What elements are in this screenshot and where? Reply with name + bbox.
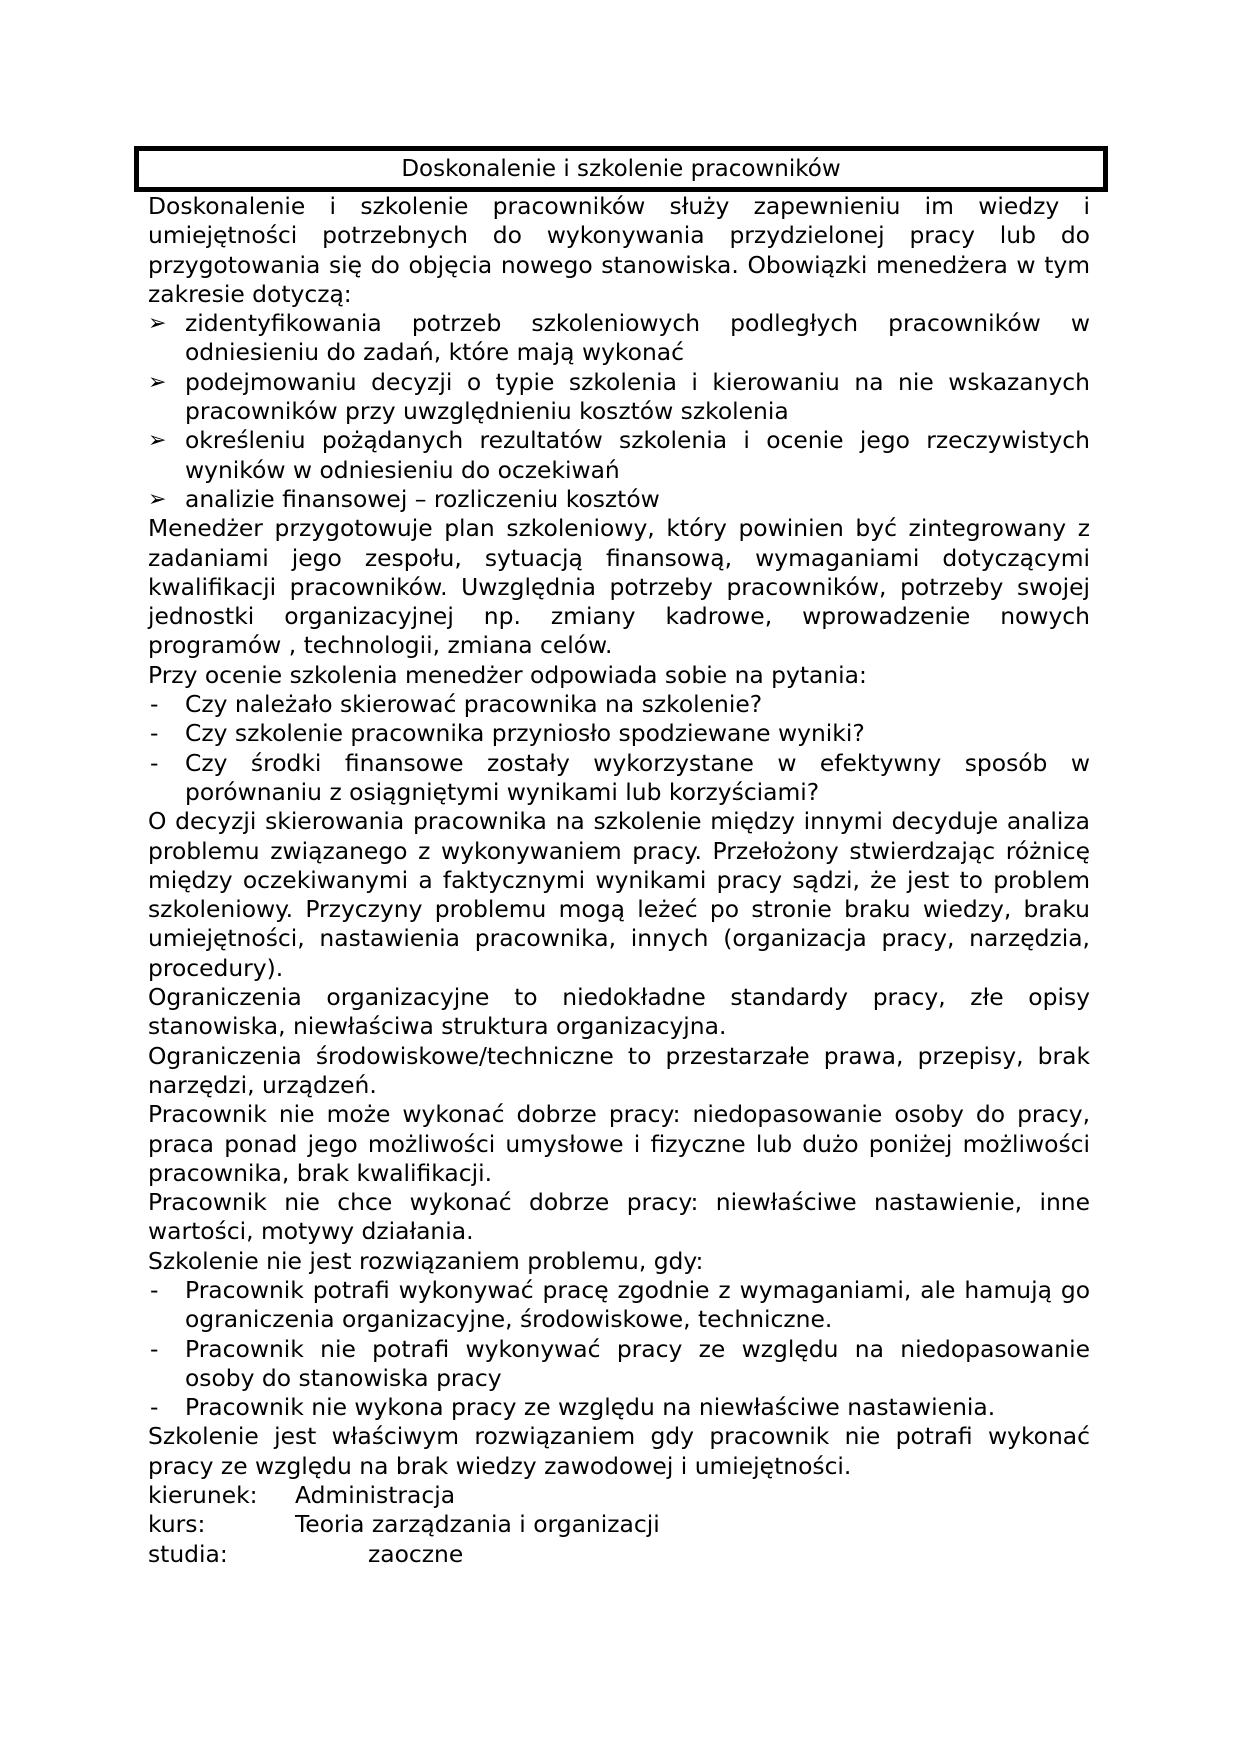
plan-paragraph: Menedżer przygotowuje plan szkoleniowy, który powinien być zintegrowany z zadaniami jego zespołu, sytuacją finansową, wymaganiami dotyczącymi kwalifikacji pracowników. Uwzględnia potrzeby pracowników, potrzeby swojej jednostki organizacyjnej np. zmiany kadrowe, wprowadzenie nowych programów , technologii, zmiana celów. xyxy=(148,514,1090,660)
list-item-text: Czy szkolenie pracownika przyniosło spodziewane wyniki? xyxy=(185,719,865,748)
list-item-text: analizie finansowej – rozliczeniu kosztów xyxy=(185,484,660,513)
list-item-text: Pracownik nie potrafi wykonywać pracy ze względu na niedopasowanie osoby do stanowiska pracy xyxy=(185,1334,1090,1392)
document-title: Doskonalenie i szkolenie pracowników xyxy=(134,146,1108,192)
list-item-text: Pracownik potrafi wykonywać pracę zgodnie z wymaganiami, ale hamują go ograniczenia organizacyjne, środowiskowe, techniczne. xyxy=(185,1275,1090,1334)
dash-bullet: - xyxy=(150,1393,159,1422)
list-item-text: Czy środki finansowe zostały wykorzystane w efektywny sposób w porównaniu z osiągniętymi wynikami lub korzyściami? xyxy=(185,748,1090,806)
list-item xyxy=(148,309,1090,368)
evaluation-intro: Przy ocenie szkolenia menedżer odpowiada sobie na pytania: xyxy=(148,660,867,689)
document-page xyxy=(148,146,1090,1569)
list-item xyxy=(148,690,1090,719)
list-item xyxy=(148,1276,1090,1335)
document-body xyxy=(148,192,1090,1569)
list-item xyxy=(148,426,1090,485)
list-item xyxy=(148,749,1090,808)
duties-list xyxy=(148,309,1090,514)
arrow-bullet-icon: ➢ xyxy=(148,486,167,512)
list-item-text: określeniu pożądanych rezultatów szkolenia i ocenie jego rzeczywistych wyników w odniesieniu do oczekiwań xyxy=(185,426,1090,484)
dash-bullet: - xyxy=(150,690,159,719)
dash-bullet: - xyxy=(150,1275,159,1304)
list-item xyxy=(148,1393,1090,1422)
not-solution-intro: Szkolenie nie jest rozwiązaniem problemu, gdy: xyxy=(148,1246,704,1275)
study-label: studia: xyxy=(148,1539,228,1568)
list-item xyxy=(148,1335,1090,1394)
list-item-text: podejmowaniu decyzji o typie szkolenia i kierowaniu na nie wskazanych pracowników przy uwzględnieniu kosztów szkolenia xyxy=(185,367,1090,426)
list-item xyxy=(148,719,1090,748)
list-item xyxy=(148,485,1090,514)
questions-list xyxy=(148,690,1090,807)
list-item-text: Pracownik nie wykona pracy ze względu na niewłaściwe nastawienia. xyxy=(185,1393,996,1422)
course-value: Teoria zarządzania i organizacji xyxy=(295,1510,660,1539)
field-value: Administracja xyxy=(295,1481,456,1510)
org-limits-paragraph: Ograniczenia organizacyjne to niedokładne standardy pracy, złe opisy stanowiska, niewłaściwa struktura organizacyjna. xyxy=(148,983,1090,1041)
decision-paragraph: O decyzji skierowania pracownika na szkolenie między innymi decyduje analiza problemu związanego z wykonywaniem pracy. Przełożony stwierdzając różnicę między oczekiwanymi a faktycznymi wynikami pracy sądzi, że jest to problem szkoleniowy. Przyczyny problemu mogą leżeć po stronie braku wiedzy, braku umiejętności, nastawienia pracownika, innych (organizacja pracy, narzędzia, procedury). xyxy=(148,807,1090,982)
dash-bullet: - xyxy=(150,748,159,777)
solution-paragraph: Szkolenie jest właściwym rozwiązaniem gdy pracownik nie potrafi wykonać pracy ze względu na brak wiedzy zawodowej i umiejętności. xyxy=(148,1422,1090,1480)
arrow-bullet-icon: ➢ xyxy=(148,369,167,395)
dash-bullet: - xyxy=(150,1334,159,1363)
not-solution-list xyxy=(148,1276,1090,1422)
field-label: kierunek: xyxy=(148,1481,258,1510)
env-limits-paragraph: Ograniczenia środowiskowe/techniczne to przestarzałe prawa, przepisy, brak narzędzi, urządzeń. xyxy=(148,1041,1090,1099)
intro-paragraph: Doskonalenie i szkolenie pracowników służy zapewnieniu im wiedzy i umiejętności potrzebnych do wykonywania przydzielonej pracy lub do przygotowania się do objęcia nowego stanowiska. Obowiązki menedżera w tym zakresie dotyczą: xyxy=(148,192,1090,308)
info-row-field xyxy=(148,1481,1090,1510)
dash-bullet: - xyxy=(150,719,159,748)
list-item-text: zidentyfikowania potrzeb szkoleniowych podległych pracowników w odniesieniu do zadań, które mają wykonać xyxy=(185,309,1090,367)
course-label: kurs: xyxy=(148,1510,206,1539)
cannot-paragraph: Pracownik nie może wykonać dobrze pracy: niedopasowanie osoby do pracy, praca ponad jego możliwości umysłowe i fizyczne lub dużo poniżej możliwości pracownika, brak kwalifikacji. xyxy=(148,1100,1090,1187)
list-item-text: Czy należało skierować pracownika na szkolenie? xyxy=(185,690,763,719)
course-info xyxy=(148,1481,1090,1569)
arrow-bullet-icon: ➢ xyxy=(148,311,167,337)
info-row-course xyxy=(148,1510,1090,1539)
arrow-bullet-icon: ➢ xyxy=(148,428,167,454)
study-value: zaoczne xyxy=(368,1539,464,1568)
info-row-study xyxy=(148,1540,1090,1569)
wont-paragraph: Pracownik nie chce wykonać dobrze pracy: niewłaściwe nastawienie, inne wartości, motywy działania. xyxy=(148,1188,1090,1246)
list-item xyxy=(148,368,1090,427)
